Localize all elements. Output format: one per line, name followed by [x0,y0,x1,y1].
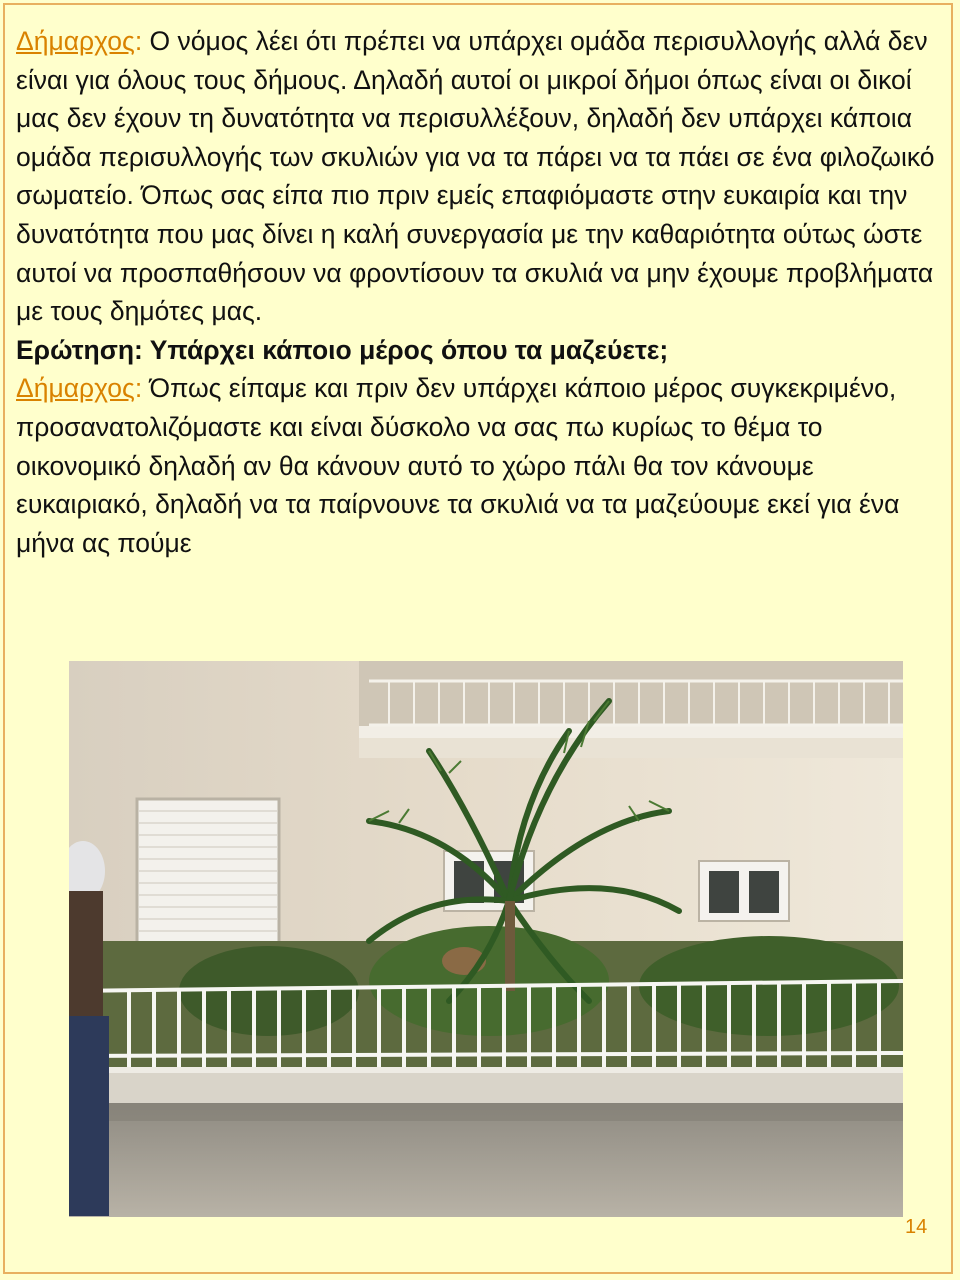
speaker-colon: : [134,26,143,56]
speaker-colon: : [134,373,143,404]
answer-text: Ο νόμος λέει ότι πρέπει να υπάρχει ομάδα περισυλλογής αλλά δεν είναι για όλους τους δήμους. Δηλαδή αυτοί οι μικροί δήμοι όπως είναι οι δικοί μας δεν έχουν τη δυνατότητα να περισυλλέξουν, δηλαδή δεν υπάρχει κάποια ομάδα περισυλλογής των σκυλιών για να τα πάρει να τα πάει σε ένα φιλοζωικό σωματείο. Όπως σας είπα πιο πριν εμείς επαφιόμαστε στην ευκαιρία και την δυνατότητα που μας δίνει η καλή συνεργασία με την καθαριότητα ούτως ώστε αυτοί να προσπαθήσουν να φροντίσουν τα σκυλιά να μην έχουμε προβλήματα με τους δημότες μας. [16,26,935,327]
building-photo-illustration [69,661,903,1217]
mayor-answer-1 [16,22,946,331]
page-number: 14 [905,1216,928,1238]
interview-text [16,22,946,562]
interview-question: Ερώτηση: Υπάρχει κάποιο μέρος όπου τα μαζεύετε; [16,334,669,365]
building-photo [69,661,903,1217]
answer-text: Όπως είπαμε και πριν δεν υπάρχει κάποιο μέρος συγκεκριμένο, προσανατολιζόμαστε και είναι δύσκολο να σας πω κυρίως το θέμα το οικονομικό δηλαδή αν θα κάνουν αυτό το χώρο πάλι θα τον κάνουμε ευκαιριακό, δηλαδή να τα παίρνουνε τα σκυλιά να τα μαζεύουμε εκεί για ένα μήνα ας πούμε [16,373,900,558]
speaker-label: Δήμαρχος [16,373,135,404]
mayor-answer-2 [16,369,946,562]
speaker-label: Δήμαρχος [16,26,135,56]
